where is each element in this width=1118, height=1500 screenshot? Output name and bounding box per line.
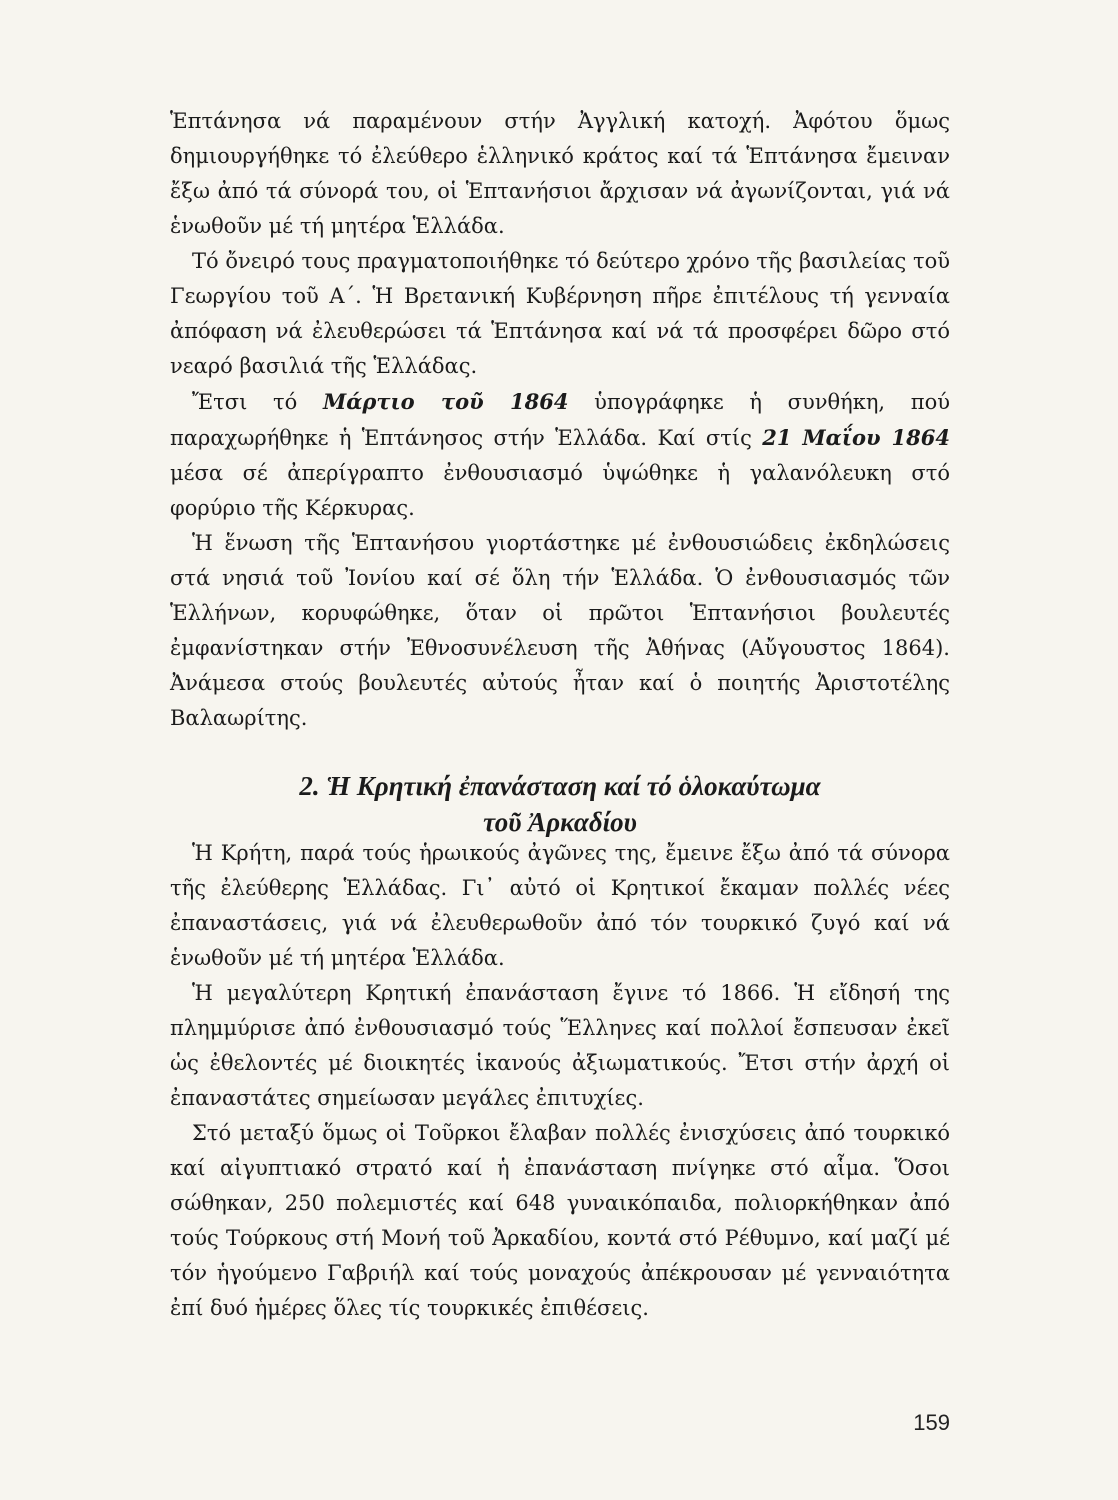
- section-heading-line: τοῦ Ἀρκαδίου: [483, 807, 637, 837]
- emphasized-date: Μάρτιο τοῦ 1864: [322, 389, 569, 414]
- page-number: 159: [913, 1410, 950, 1435]
- paragraph: Ἑπτάνησα νά παραμένουν στήν Ἀγγλική κατοχή. Ἀφότου ὅμως δημιουργήθηκε τό ἐλεύθερο ἑλληνικό κράτος καί τά Ἑπτάνησα ἔμειναν ἔξω ἀπό τά σύνορά του, οἱ Ἑπτανήσιοι ἄρχισαν νά ἀγωνίζονται, γιά νά ἑνωθοῦν μέ τή μητέρα Ἑλλάδα.: [170, 109, 950, 238]
- paragraph: Ἡ ἕνωση τῆς Ἑπτανήσου γιορτάστηκε μέ ἐνθουσιώδεις ἐκδηλώσεις στά νησιά τοῦ Ἰονίου καί σέ ὅλη τήν Ἑλλάδα. Ὁ ἐνθουσιασμός τῶν Ἑλλήνων, κορυφώθηκε, ὅταν οἱ πρῶτοι Ἑπτανήσιοι βουλευτές ἐμφανίστηκαν στήν Ἐθνοσυνέλευση τῆς Ἀθήνας (Αὔγουστος 1864). Ἀνάμεσα στούς βουλευτές αὐτούς ἦταν καί ὁ ποιητής Ἀριστοτέλης Βαλαωρίτης.: [170, 531, 950, 730]
- text-block-bottom: [170, 836, 950, 1326]
- paragraph-text: ὑπογράφηκε ἡ συνθήκη, πού παραχωρήθηκε ἡ Ἑπτάνησος στήν Ἑλλάδα. Καί στίς: [170, 390, 950, 450]
- paragraph-text: μέσα σέ ἀπερίγραπτο ἐνθουσιασμό ὑψώθηκε ἡ γαλανόλευκη στό φορύριο τῆς Κέρκυρας.: [170, 461, 950, 520]
- paragraph: [170, 384, 950, 526]
- paragraph: Τό ὄνειρό τους πραγματοποιήθηκε τό δεύτερο χρόνο τῆς βασιλείας τοῦ Γεωργίου τοῦ Α΄. Ἡ Βρετανική Κυβέρνηση πῆρε ἐπιτέλους τή γενναία ἀπόφαση νά ἐλευθερώσει τά Ἑπτάνησα καί νά τά προσφέρει δῶρο στό νεαρό βασιλιά τῆς Ἑλλάδας.: [170, 249, 950, 378]
- paragraph-text: Ἔτσι τό: [192, 390, 323, 414]
- emphasized-date: 21 Μαΐου 1864: [762, 425, 950, 450]
- paragraph: Ἡ μεγαλύτερη Κρητική ἐπανάσταση ἔγινε τό 1866. Ἡ εἴδησή της πλημμύρισε ἀπό ἐνθουσιασμό τούς Ἕλληνες καί πολλοί ἔσπευσαν ἐκεῖ ὡς ἐθελοντές μέ διοικητές ἱκανούς ἀξιωματικούς. Ἔτσι στήν ἀρχή οἱ ἐπαναστάτες σημείωσαν μεγάλες ἐπιτυχίες.: [170, 981, 950, 1110]
- section-heading-line: 2. Ἡ Κρητική ἐπανάσταση καί τό ὁλοκαύτωμα: [299, 771, 821, 801]
- paragraph: Στό μεταξύ ὅμως οἱ Τοῦρκοι ἔλαβαν πολλές ἐνισχύσεις ἀπό τουρκικό καί αἰγυπτιακό στρατό καί ἡ ἐπανάσταση πνίγηκε στό αἷμα. Ὅσοι σώθηκαν, 250 πολεμιστές καί 648 γυναικόπαιδα, πολιορκήθηκαν ἀπό τούς Τούρκους στή Μονή τοῦ Ἀρκαδίου, κοντά στό Ρέθυμνο, καί μαζί μέ τόν ἡγούμενο Γαβριήλ καί τούς μοναχούς ἀπέκρουσαν μέ γενναιότητα ἐπί δυό ἡμέρες ὅλες τίς τουρκικές ἐπιθέσεις.: [170, 1121, 950, 1320]
- text-block-top: [170, 104, 950, 736]
- paragraph: Ἡ Κρήτη, παρά τούς ἡρωικούς ἀγῶνες της, ἔμεινε ἔξω ἀπό τά σύνορα τῆς ἐλεύθερης Ἑλλάδας. Γι᾽ αὐτό οἱ Κρητικοί ἔκαμαν πολλές νέες ἐπαναστάσεις, γιά νά ἐλευθερωθοῦν ἀπό τόν τουρκικό ζυγό καί νά ἑνωθοῦν μέ τή μητέρα Ἑλλάδα.: [170, 841, 950, 970]
- section-heading: [170, 768, 950, 840]
